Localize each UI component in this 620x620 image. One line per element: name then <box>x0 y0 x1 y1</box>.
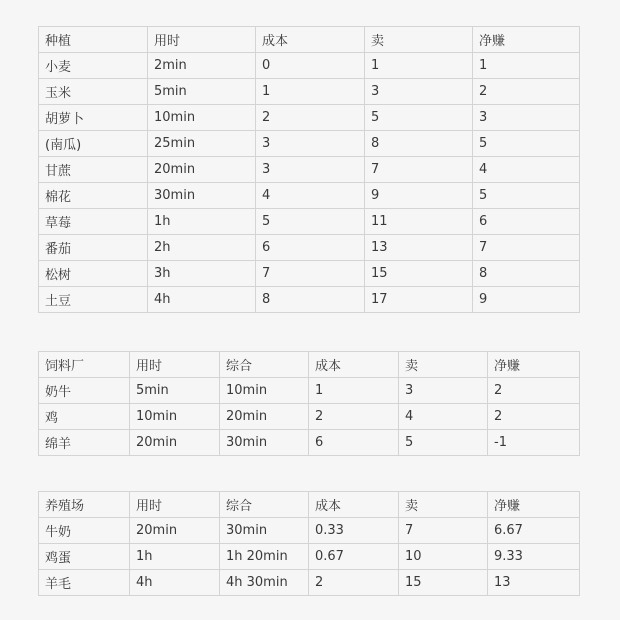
table-cell: 10min <box>130 404 220 430</box>
table-cell: 4h <box>130 570 220 596</box>
header-cell: 用时 <box>148 27 256 53</box>
table-cell: 15 <box>365 261 473 287</box>
table-cell: 胡萝卜 <box>39 105 148 131</box>
table-cell: 1h <box>130 544 220 570</box>
table-cell: 9 <box>365 183 473 209</box>
table-cell: 1h 20min <box>220 544 309 570</box>
table-row <box>39 209 580 235</box>
table-cell: 羊毛 <box>39 570 130 596</box>
table-cell: 5 <box>473 183 580 209</box>
table-cell: 8 <box>256 287 365 313</box>
header-cell: 卖 <box>365 27 473 53</box>
table-cell: -1 <box>488 430 580 456</box>
table-cell: (南瓜) <box>39 131 148 157</box>
table-cell: 小麦 <box>39 53 148 79</box>
table-row <box>39 105 580 131</box>
table-cell: 7 <box>399 518 488 544</box>
header-cell: 成本 <box>309 352 399 378</box>
table-cell: 草莓 <box>39 209 148 235</box>
table-cell: 土豆 <box>39 287 148 313</box>
table-cell: 8 <box>473 261 580 287</box>
table-cell: 2 <box>488 378 580 404</box>
table-cell: 3 <box>365 79 473 105</box>
table-cell: 6 <box>309 430 399 456</box>
table-cell: 7 <box>473 235 580 261</box>
header-cell: 成本 <box>309 492 399 518</box>
table-cell: 4h <box>148 287 256 313</box>
table-row <box>39 287 580 313</box>
table-cell: 鸡蛋 <box>39 544 130 570</box>
table-cell: 10min <box>148 105 256 131</box>
header-cell: 净赚 <box>488 492 580 518</box>
table-cell: 2h <box>148 235 256 261</box>
table-cell: 17 <box>365 287 473 313</box>
table-cell: 20min <box>220 404 309 430</box>
table-cell: 5 <box>399 430 488 456</box>
header-cell: 净赚 <box>488 352 580 378</box>
table-cell: 2min <box>148 53 256 79</box>
table-cell: 4 <box>256 183 365 209</box>
table-row <box>39 378 580 404</box>
table-row <box>39 79 580 105</box>
table-cell: 绵羊 <box>39 430 130 456</box>
table-cell: 25min <box>148 131 256 157</box>
table-cell: 7 <box>365 157 473 183</box>
header-cell: 种植 <box>39 27 148 53</box>
table-cell: 1 <box>473 53 580 79</box>
table-cell: 鸡 <box>39 404 130 430</box>
table-row <box>39 570 580 596</box>
table-cell: 0.33 <box>309 518 399 544</box>
table-cell: 5 <box>365 105 473 131</box>
table-header-row <box>39 352 580 378</box>
header-cell: 卖 <box>399 352 488 378</box>
table-cell: 6.67 <box>488 518 580 544</box>
table-cell: 30min <box>148 183 256 209</box>
table-row <box>39 131 580 157</box>
table-cell: 2 <box>473 79 580 105</box>
table-cell: 番茄 <box>39 235 148 261</box>
table-row <box>39 157 580 183</box>
table-cell: 9 <box>473 287 580 313</box>
table-header-row <box>39 27 580 53</box>
table-cell: 牛奶 <box>39 518 130 544</box>
table-row <box>39 53 580 79</box>
table-row <box>39 518 580 544</box>
table-cell: 0.67 <box>309 544 399 570</box>
table-cell: 4 <box>473 157 580 183</box>
table-cell: 3 <box>399 378 488 404</box>
table-cell: 0 <box>256 53 365 79</box>
table-row <box>39 404 580 430</box>
table-cell: 13 <box>365 235 473 261</box>
table-cell: 松树 <box>39 261 148 287</box>
header-cell: 综合 <box>220 492 309 518</box>
table-cell: 20min <box>130 430 220 456</box>
table-cell: 2 <box>256 105 365 131</box>
table-cell: 3 <box>473 105 580 131</box>
table-cell: 10 <box>399 544 488 570</box>
table-cell: 11 <box>365 209 473 235</box>
table-cell: 8 <box>365 131 473 157</box>
table-cell: 10min <box>220 378 309 404</box>
table-cell: 5min <box>148 79 256 105</box>
table-cell: 2 <box>309 404 399 430</box>
table-cell: 2 <box>488 404 580 430</box>
table-cell: 1h <box>148 209 256 235</box>
table-cell: 3h <box>148 261 256 287</box>
table-cell: 15 <box>399 570 488 596</box>
header-cell: 净赚 <box>473 27 580 53</box>
table-row <box>39 261 580 287</box>
table-cell: 奶牛 <box>39 378 130 404</box>
table-cell: 5 <box>473 131 580 157</box>
table-cell: 1 <box>365 53 473 79</box>
table-row <box>39 430 580 456</box>
table-cell: 9.33 <box>488 544 580 570</box>
table-cell: 玉米 <box>39 79 148 105</box>
table-cell: 5 <box>256 209 365 235</box>
header-cell: 养殖场 <box>39 492 130 518</box>
header-cell: 成本 <box>256 27 365 53</box>
table-cell: 20min <box>130 518 220 544</box>
table-cell: 棉花 <box>39 183 148 209</box>
table-cell: 4h 30min <box>220 570 309 596</box>
table-cell: 4 <box>399 404 488 430</box>
header-cell: 饲料厂 <box>39 352 130 378</box>
table-row <box>39 183 580 209</box>
header-cell: 用时 <box>130 492 220 518</box>
table-cell: 20min <box>148 157 256 183</box>
table-cell: 7 <box>256 261 365 287</box>
header-cell: 综合 <box>220 352 309 378</box>
farm-table <box>38 491 580 596</box>
table-cell: 5min <box>130 378 220 404</box>
table-cell: 30min <box>220 518 309 544</box>
table-cell: 6 <box>256 235 365 261</box>
header-cell: 用时 <box>130 352 220 378</box>
table-header-row <box>39 492 580 518</box>
table-row <box>39 235 580 261</box>
table-cell: 1 <box>309 378 399 404</box>
table-cell: 30min <box>220 430 309 456</box>
planting-table <box>38 26 580 313</box>
table-cell: 甘蔗 <box>39 157 148 183</box>
table-cell: 13 <box>488 570 580 596</box>
table-row <box>39 544 580 570</box>
table-cell: 6 <box>473 209 580 235</box>
header-cell: 卖 <box>399 492 488 518</box>
table-cell: 2 <box>309 570 399 596</box>
table-cell: 1 <box>256 79 365 105</box>
feed-mill-table <box>38 351 580 456</box>
table-cell: 3 <box>256 157 365 183</box>
table-cell: 3 <box>256 131 365 157</box>
